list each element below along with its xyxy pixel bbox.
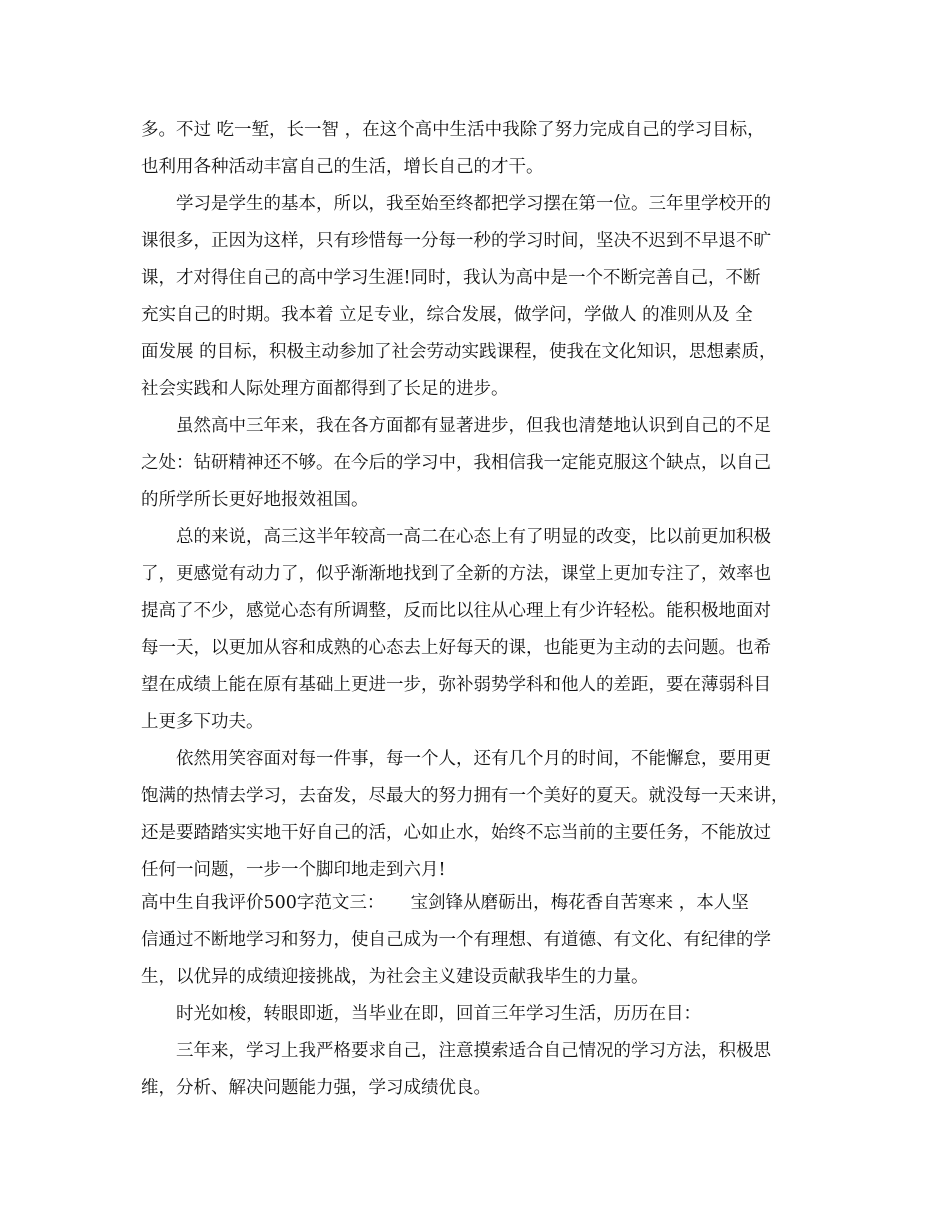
text-line: 课很多，正因为这样，只有珍惜每一分每一秒的学习时间，坚决不迟到不早退不旷 (141, 231, 771, 251)
text-line: 也利用各种活动丰富自己的生活，增长自己的才干。 (141, 157, 544, 177)
paragraph-start-line: 总的来说，高三这半年较高一高二在心态上有了明显的改变，比以前更加积极 (176, 527, 771, 547)
paragraph-start-line: 学习是学生的基本，所以，我至始至终都把学习摆在第一位。三年里学校开的 (176, 194, 771, 214)
text-line: 提高了不少，感觉心态有所调整，反而比以往从心理上有少许轻松。能积极地面对 (141, 601, 771, 621)
text-line: 生，以优异的成绩迎接挑战，为社会主义建设贡献我毕生的力量。 (141, 967, 649, 987)
text-line: 还是要踏踏实实地干好自己的活，心如止水，始终不忘当前的主要任务，不能放过 (141, 823, 771, 843)
paragraph-start-line: 虽然高中三年来，我在各方面都有显著进步，但我也清楚地认识到自己的不足 (176, 416, 771, 436)
text-line: 课，才对得住自己的高中学习生涯!同时，我认为高中是一个不断完善自己，不断 (141, 268, 761, 288)
text-line: 维，分析、解决问题能力强，学习成绩优良。 (141, 1078, 491, 1098)
text-line: 上更多下功夫。 (141, 712, 264, 732)
text-line: 每一天，以更加从容和成熟的心态去上好每天的课，也能更为主动的去问题。也希 (141, 638, 771, 658)
text-line: 之处：钻研精神还不够。在今后的学习中，我相信我一定能克服这个缺点，以自己 (141, 453, 771, 473)
paragraph-start-line: 时光如梭，转眼即逝，当毕业在即，回首三年学习生活，历历在目： (176, 1004, 701, 1024)
text-line: 任何一问题，一步一个脚印地走到六月! (141, 860, 446, 880)
text-line: 面发展 的目标，积极主动参加了社会劳动实践课程，使我在文化知识，思想素质， (141, 342, 777, 362)
text-line: 了，更感觉有动力了，似乎渐渐地找到了全新的方法，课堂上更加专注了，效率也 (141, 564, 771, 584)
text-line: 充实自己的时期。我本着 立足专业，综合发展，做学问，学做人 的准则从及 全 (141, 305, 753, 325)
paragraph-start-line: 三年来，学习上我严格要求自己，注意摸索适合自己情况的学习方法，积极思 (176, 1041, 771, 1061)
paragraph-start-line: 依然用笑容面对每一件事，每一个人，还有几个月的时间，不能懈怠，要用更 (176, 749, 771, 769)
section-heading-line: 高中生自我评价500字范文三： 宝剑锋从磨砺出，梅花香自苦寒来 ，本人坚 (141, 893, 749, 913)
text-line: 的所学所长更好地报效祖国。 (141, 490, 369, 510)
text-line: 社会实践和人际处理方面都得到了长足的进步。 (141, 379, 509, 399)
text-line: 信通过不断地学习和努力，使自己成为一个有理想、有道德、有文化、有纪律的学 (141, 930, 771, 950)
text-line: 多。不过 吃一堑，长一智 ，在这个高中生活中我除了努力完成自己的学习目标， (141, 120, 765, 140)
text-line: 饱满的热情去学习，去奋发，尽最大的努力拥有一个美好的夏天。就没每一天来讲， (141, 786, 789, 806)
text-line: 望在成绩上能在原有基础上更进一步，弥补弱势学科和他人的差距，要在薄弱科目 (141, 675, 771, 695)
